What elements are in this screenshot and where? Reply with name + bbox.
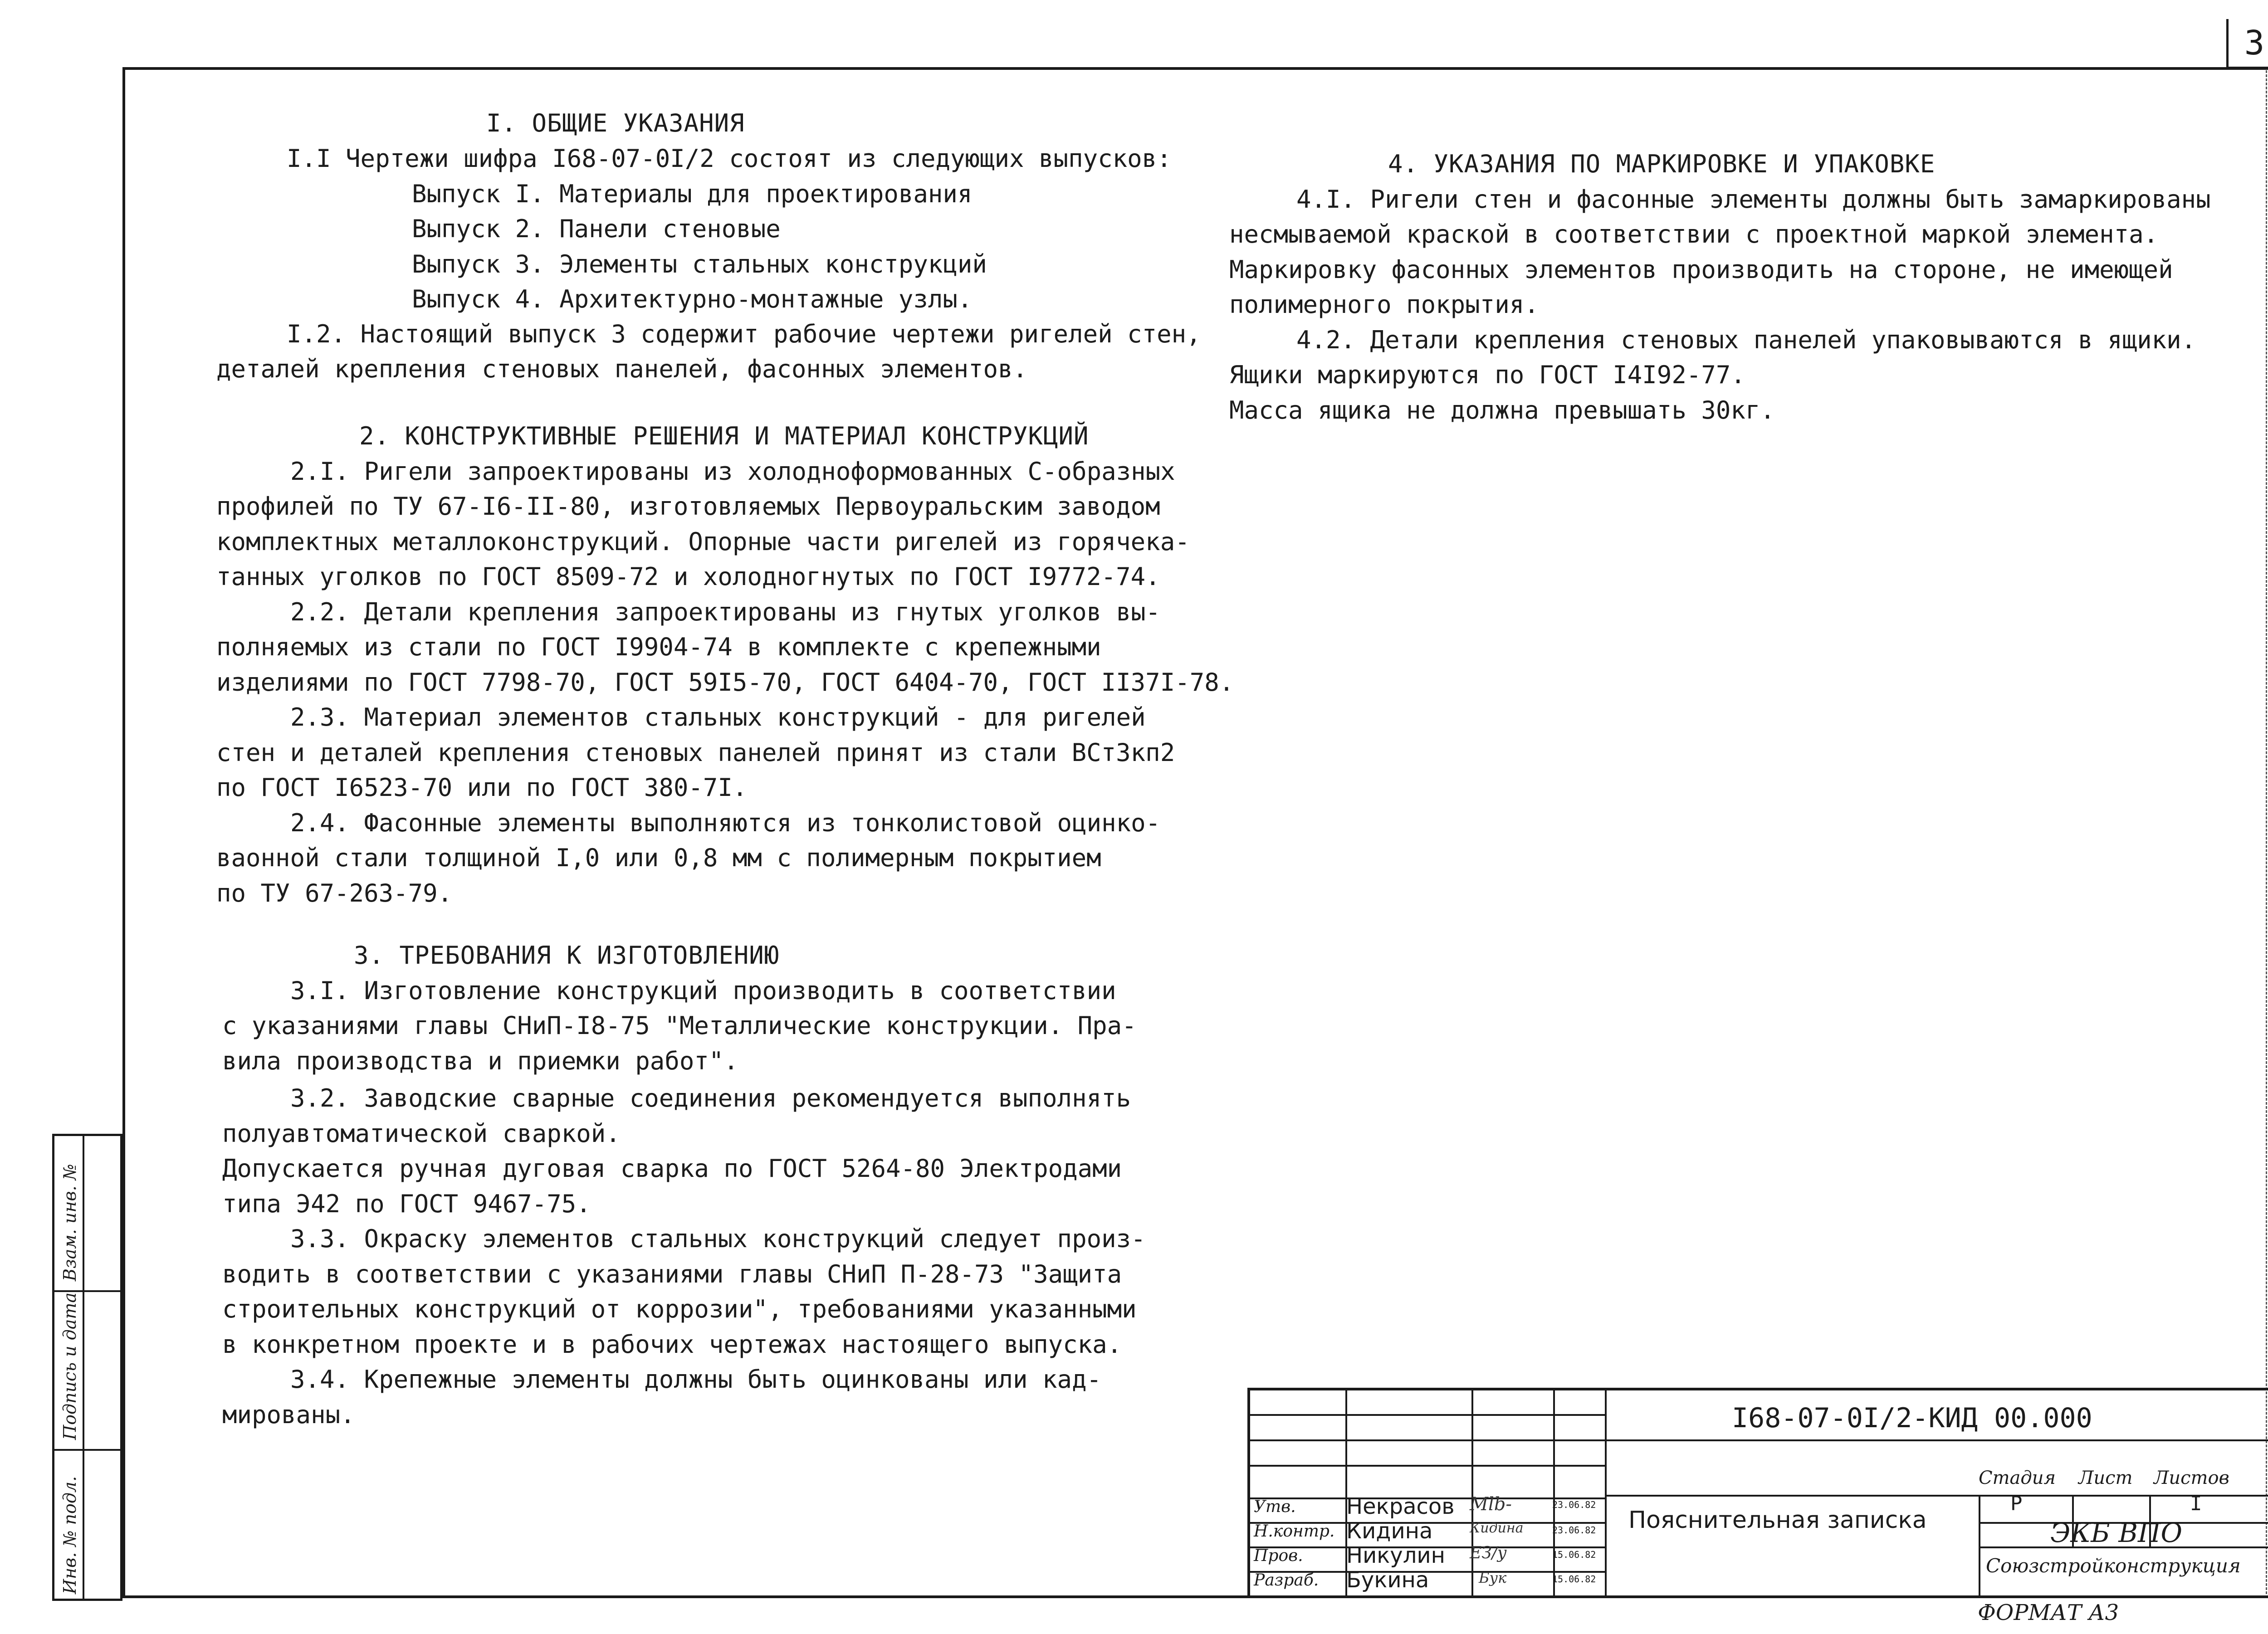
- text-line: 4.2. Детали крепления стеновых панелей упаковываются в ящики.: [1296, 326, 2196, 354]
- text-line: деталей крепления стеновых панелей, фасонных элементов.: [216, 355, 1028, 383]
- role-label: Разраб.: [1254, 1571, 1319, 1590]
- text-line: с указаниями главы СНиП-I8-75 "Металлические конструкции. Пра-: [222, 1011, 1137, 1040]
- person-name: Некрасов: [1346, 1494, 1455, 1519]
- text-line: 3.I. Изготовление конструкций производить в соответствии: [290, 976, 1116, 1005]
- section-4-heading: 4. УКАЗАНИЯ ПО МАРКИРОВКЕ И УПАКОВКЕ: [1388, 150, 1936, 178]
- sign-date: 15.06.82: [1552, 1574, 1596, 1585]
- text-line: Выпуск I. Материалы для проектирования: [412, 180, 973, 208]
- text-line: строительных конструкций от коррозии", требованиями указанными: [222, 1295, 1137, 1323]
- sign-date: 15.06.82: [1552, 1549, 1596, 1560]
- text-line: по ГОСТ I6523-70 или по ГОСТ 380-7I.: [216, 773, 748, 802]
- text-line: I.2. Настоящий выпуск 3 содержит рабочие чертежи ригелей стен,: [287, 320, 1201, 348]
- document-designation: I68-07-0I/2-КИД 00.000: [1732, 1402, 2092, 1434]
- stamp-label: Инв. № подл.: [60, 1476, 80, 1594]
- text-line: комплектных металлоконструкций. Опорные части ригелей из горячека-: [216, 527, 1190, 556]
- section-3-heading: 3. ТРЕБОВАНИЯ К ИЗГОТОВЛЕНИЮ: [354, 941, 780, 970]
- text-line: I.I Чертежи шифра I68-07-0I/2 состоят из следующих выпусков:: [287, 144, 1172, 173]
- role-label: Утв.: [1254, 1497, 1296, 1516]
- right-margin-line: [2266, 70, 2267, 1594]
- stage-header: Стадия: [1979, 1468, 2056, 1488]
- sign-date: 23.06.82: [1552, 1525, 1596, 1536]
- text-line: Маркировку фасонных элементов производить на стороне, не имеющей: [1229, 255, 2173, 284]
- signature: Кидина: [1470, 1520, 1524, 1536]
- document-title: Пояснительная записка: [1628, 1507, 1927, 1534]
- text-line: вила производства и приемки работ".: [222, 1047, 738, 1075]
- text-line: полняемых из стали по ГОСТ I9904-74 в комплекте с крепежными: [216, 633, 1101, 661]
- sheets-header: Листов: [2154, 1468, 2229, 1488]
- text-line: Выпуск 4. Архитектурно-монтажные узлы.: [412, 285, 973, 313]
- text-line: Выпуск 2. Панели стеновые: [412, 215, 781, 243]
- text-line: Допускается ручная дуговая сварка по ГОСТ 5264-80 Электродами: [222, 1154, 1122, 1183]
- signature: ЕЗ/у: [1470, 1544, 1507, 1562]
- text-line: полуавтоматической сваркой.: [222, 1119, 621, 1148]
- sheet-number: 3: [2244, 24, 2265, 63]
- text-line: танных уголков по ГОСТ 8509-72 и холодногнутых по ГОСТ I9772-74.: [216, 562, 1160, 591]
- section-2-heading: 2. КОНСТРУКТИВНЫЕ РЕШЕНИЯ И МАТЕРИАЛ КОНСТРУКЦИЙ: [359, 422, 1089, 450]
- text-line: в конкретном проекте и в рабочих чертежах настоящего выпуска.: [222, 1330, 1122, 1359]
- text-line: Выпуск 3. Элементы стальных конструкций: [412, 250, 987, 278]
- stamp-label: Подпись и дата: [60, 1292, 80, 1440]
- stage-value: Р: [2010, 1492, 2023, 1515]
- person-name: Никулин: [1346, 1543, 1445, 1568]
- text-line: несмываемой краской в соответствии с проектной маркой элемента.: [1229, 220, 2159, 249]
- text-line: ваонной стали толщиной I,0 или 0,8 мм с полимерным покрытием: [216, 844, 1101, 872]
- person-name: Букина: [1346, 1567, 1429, 1593]
- left-margin-stamp: [52, 1134, 122, 1601]
- text-line: 3.2. Заводские сварные соединения рекомендуется выполнять: [290, 1084, 1131, 1112]
- text-line: полимерного покрытия.: [1229, 290, 1539, 319]
- text-line: Масса ящика не должна превышать 30кг.: [1229, 396, 1775, 424]
- sign-date: 23.06.82: [1552, 1499, 1596, 1510]
- organization-name: ЭКБ ВПО: [2050, 1517, 2183, 1548]
- role-label: Н.контр.: [1254, 1522, 1335, 1541]
- sheet-header: Лист: [2078, 1468, 2133, 1488]
- text-line: 2.2. Детали крепления запроектированы из гнутых уголков вы-: [290, 598, 1161, 626]
- text-line: по ТУ 67-263-79.: [216, 879, 453, 907]
- text-line: Ящики маркируются по ГОСТ I4I92-77.: [1229, 361, 1745, 389]
- text-line: 4.I. Ригели стен и фасонные элементы должны быть замаркированы: [1296, 185, 2211, 214]
- signature: Mlb-: [1470, 1494, 1512, 1515]
- sheet-value: I: [2190, 1492, 2202, 1515]
- text-line: водить в соответствии с указаниями главы СНиП П-28-73 "Защита: [222, 1260, 1122, 1288]
- text-line: типа Э42 по ГОСТ 9467-75.: [222, 1190, 591, 1218]
- text-line: 2.I. Ригели запроектированы из холодноформованных С-образных: [290, 457, 1175, 486]
- text-line: 3.3. Окраску элементов стальных конструкций следует произ-: [290, 1224, 1146, 1253]
- person-name: Кидина: [1346, 1518, 1433, 1544]
- organization-subname: Союзстройконструкция: [1986, 1555, 2241, 1577]
- format-label: ФОРМАТ А3: [1978, 1600, 2119, 1625]
- text-line: 2.3. Материал элементов стальных конструкций - для ригелей: [290, 703, 1146, 732]
- text-line: изделиями по ГОСТ 7798-70, ГОСТ 59I5-70, ГОСТ 6404-70, ГОСТ II37I-78.: [216, 668, 1234, 697]
- text-line: мированы.: [222, 1400, 355, 1429]
- signature: Бук: [1479, 1569, 1507, 1586]
- text-line: 2.4. Фасонные элементы выполняются из тонколистовой оцинко-: [290, 809, 1161, 837]
- text-line: 3.4. Крепежные элементы должны быть оцинкованы или кад-: [290, 1365, 1102, 1394]
- stamp-label: Взам. инв. №: [60, 1164, 80, 1281]
- text-line: стен и деталей крепления стеновых панелей принят из стали ВСт3кп2: [216, 738, 1175, 767]
- text-line: профилей по ТУ 67-I6-II-80, изготовляемых Первоуральским заводом: [216, 492, 1160, 521]
- section-1-heading: I. ОБЩИЕ УКАЗАНИЯ: [486, 109, 745, 137]
- role-label: Пров.: [1254, 1546, 1303, 1565]
